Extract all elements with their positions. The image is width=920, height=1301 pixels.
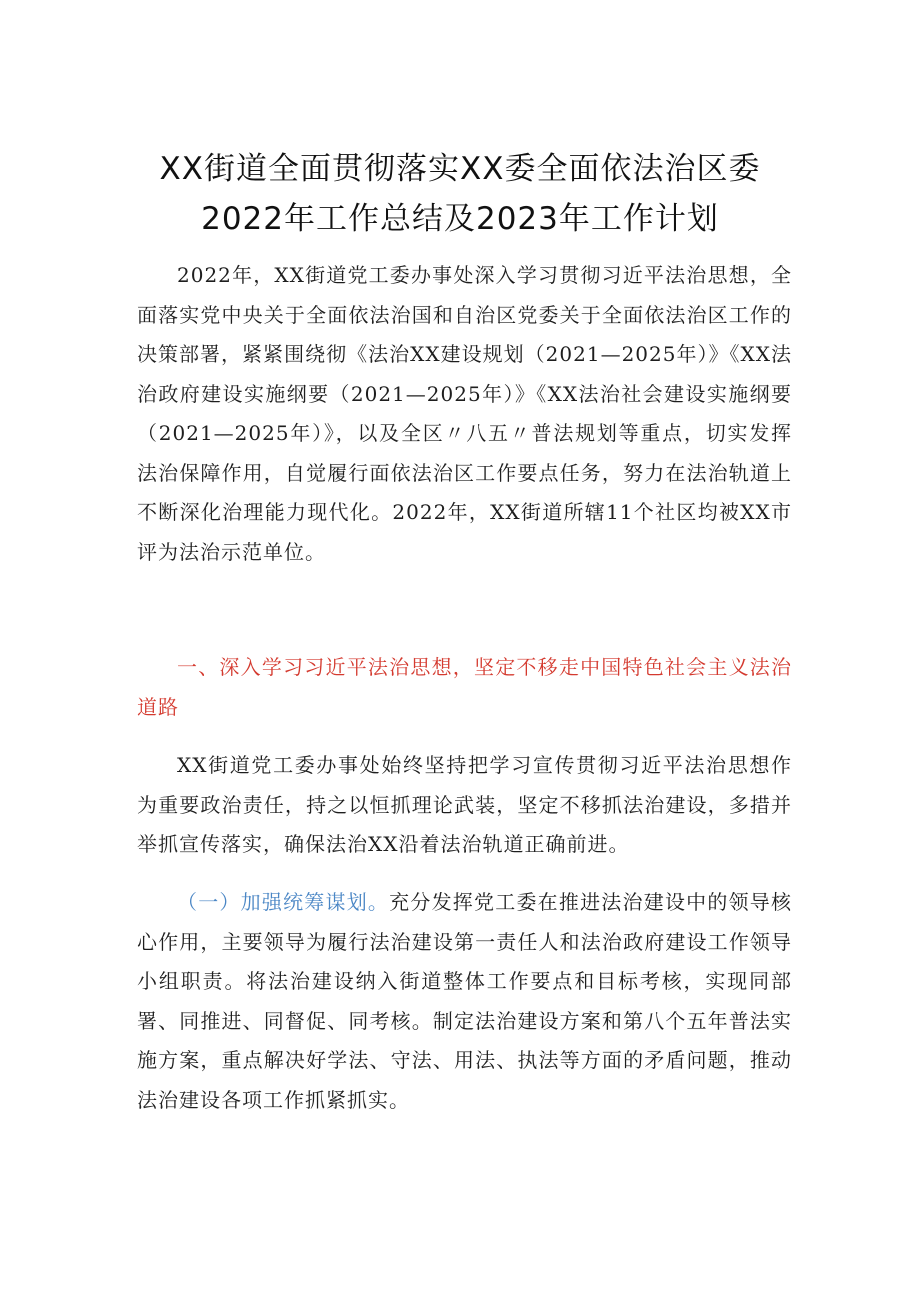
subsection-1-body: 充分发挥党工委在推进法治建设中的领导核心作用，主要领导为履行法治建设第一责任人和法治政府建设工作领导小组职责。将法治建设纳入街道整体工作要点和目标考核，实现同部署、同推进、同督促、同考核。制定法治建设方案和第八个五年普法实施方案，重点解决好学法、守法、用法、执法等方面的矛盾问题，推动法治建设各项工作抓紧抓实。 xyxy=(137,890,793,1112)
document-title-line-1: XX街道全面贯彻落实XX委全面依法治区委 xyxy=(159,151,761,187)
section-1-paragraph: XX街道党工委办事处始终坚持把学习宣传贯彻习近平法治思想作为重要政治责任，持之以恒抓理论武装，坚定不移抓法治建设，多措并举抓宣传落实，确保法治XX沿着法治轨道正确前进。 xyxy=(137,753,792,856)
document-title-line-2: 2022年工作总结及2023年工作计划 xyxy=(201,201,719,237)
subsection-1-heading: （一）加强统筹谋划。 xyxy=(177,890,390,914)
section-1-heading: 一、深入学习习近平法治思想，坚定不移走中国特色社会主义法治道路 xyxy=(137,655,792,719)
intro-paragraph: 2022年，XX街道党工委办事处深入学习贯彻习近平法治思想，全面落实党中央关于全面依法治国和自治区党委关于全面依法治区工作的决策部署，紧紧围绕彻《法治XX建设规划（2021—2025年）》《XX法治政府建设实施纲要（2021—2025年）》《XX法治社会建设实施纲要（2021—2025年）》，以及全区〃八五〃普法规划等重点，切实发挥法治保障作用，自觉履行面依法治区工作要点任务，努力在法治轨道上不断深化治理能力现代化。2022年，XX街道所辖11个社区均被XX市评为法治示范单位。 xyxy=(137,263,792,564)
subsection-1-paragraph xyxy=(137,883,792,1120)
